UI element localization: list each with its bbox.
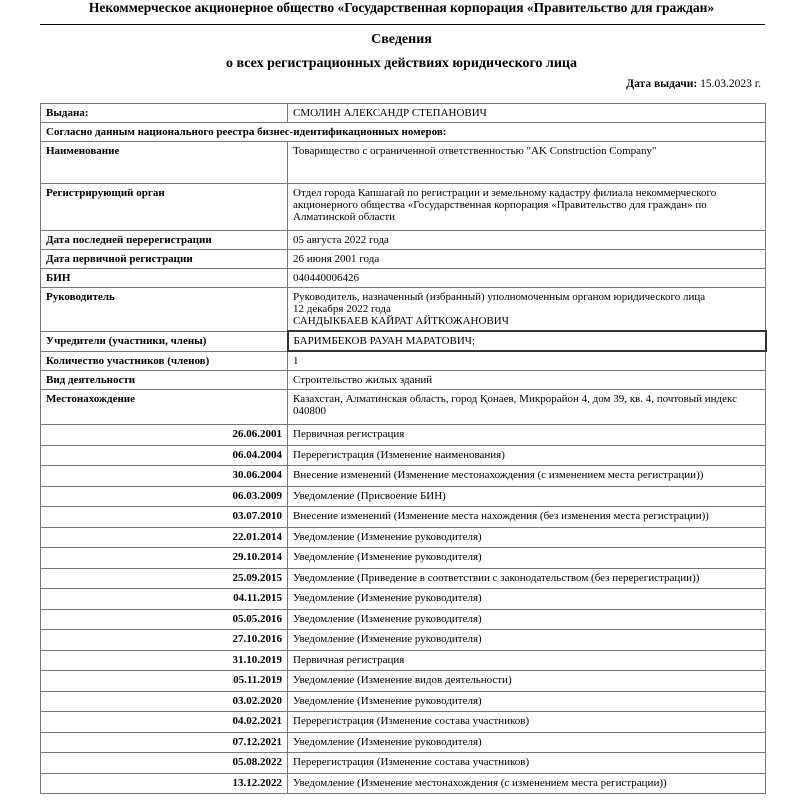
- event-description: Уведомление (Изменение руководителя): [288, 589, 766, 610]
- event-row: [41, 486, 766, 507]
- event-row: [41, 630, 766, 651]
- event-description: Уведомление (Изменение руководителя): [288, 527, 766, 548]
- event-date: 13.12.2022: [41, 773, 288, 794]
- location-row: [41, 390, 766, 425]
- name-label: Наименование: [41, 142, 288, 184]
- first-reg-row: [41, 250, 766, 269]
- reg-body-row: [41, 184, 766, 231]
- event-row: [41, 466, 766, 487]
- registry-note: Согласно данным национального реестра бизнес-идентификационных номеров:: [41, 123, 766, 142]
- last-rereg-label: Дата последней перерегистрации: [41, 231, 288, 250]
- members-count-label: Количество участников (членов): [41, 351, 288, 371]
- founders-value: БАРИМБЕКОВ РАУАН МАРАТОВИЧ;: [288, 331, 766, 351]
- event-description: Первичная регистрация: [288, 650, 766, 671]
- event-row: [41, 445, 766, 466]
- issued-row: [41, 104, 766, 123]
- event-row: [41, 527, 766, 548]
- event-description: Уведомление (Изменение руководителя): [288, 548, 766, 569]
- event-date: 06.03.2009: [41, 486, 288, 507]
- document-title: Сведения: [371, 32, 432, 47]
- first-reg-value: 26 июня 2001 года: [288, 250, 766, 269]
- event-description: Перерегистрация (Изменение состава участников): [288, 753, 766, 774]
- issue-date-label: Дата выдачи:: [626, 78, 698, 90]
- organization-name: Некоммерческое акционерное общество «Государственная корпорация «Правительство для граждан»: [88, 0, 715, 15]
- event-description: Внесение изменений (Изменение места нахождения (без изменения места регистрации)): [288, 507, 766, 528]
- event-date: 05.11.2019: [41, 671, 288, 692]
- event-description: Уведомление (Изменение видов деятельности): [288, 671, 766, 692]
- head-value: [288, 288, 766, 332]
- event-description: Первичная регистрация: [288, 425, 766, 446]
- event-row: [41, 609, 766, 630]
- issued-value: СМОЛИН АЛЕКСАНДР СТЕПАНОВИЧ: [288, 104, 766, 123]
- event-description: Уведомление (Изменение руководителя): [288, 732, 766, 753]
- bin-value: 040440006426: [288, 269, 766, 288]
- issue-date-value: 15.03.2023 г.: [700, 78, 761, 90]
- event-date: 04.11.2015: [41, 589, 288, 610]
- event-row: [41, 548, 766, 569]
- event-description: Уведомление (Изменение руководителя): [288, 609, 766, 630]
- event-date: 05.08.2022: [41, 753, 288, 774]
- name-value: Товарищество с ограниченной ответственностью "AK Construction Company": [288, 142, 766, 184]
- event-row: [41, 425, 766, 446]
- event-description: Внесение изменений (Изменение местонахождения (с изменением места регистрации)): [288, 466, 766, 487]
- event-row: [41, 568, 766, 589]
- head-label: Руководитель: [41, 288, 288, 332]
- event-row: [41, 712, 766, 733]
- event-date: 26.06.2001: [41, 425, 288, 446]
- event-date: 07.12.2021: [41, 732, 288, 753]
- event-date: 27.10.2016: [41, 630, 288, 651]
- activity-row: [41, 371, 766, 390]
- location-label: Местонахождение: [41, 390, 288, 425]
- name-row: [41, 142, 766, 184]
- event-date: 03.02.2020: [41, 691, 288, 712]
- event-date: 03.07.2010: [41, 507, 288, 528]
- event-row: [41, 650, 766, 671]
- activity-value: Строительство жилых зданий: [288, 371, 766, 390]
- bin-label: БИН: [41, 269, 288, 288]
- event-date: 22.01.2014: [41, 527, 288, 548]
- first-reg-label: Дата первичной регистрации: [41, 250, 288, 269]
- event-row: [41, 507, 766, 528]
- members-count-value: 1: [288, 351, 766, 371]
- event-row: [41, 691, 766, 712]
- registration-table: [40, 103, 767, 794]
- bin-row: [41, 269, 766, 288]
- head-date: 12 декабря 2022 года: [293, 303, 391, 315]
- event-date: 25.09.2015: [41, 568, 288, 589]
- members-count-row: [41, 351, 766, 371]
- event-date: 06.04.2004: [41, 445, 288, 466]
- event-description: Уведомление (Изменение руководителя): [288, 630, 766, 651]
- event-row: [41, 671, 766, 692]
- event-description: Уведомление (Приведение в соответствии с законодательством (без перерегистрации)): [288, 568, 766, 589]
- head-name: САНДЫКБАЕВ КАЙРАТ АЙТКОЖАНОВИЧ: [293, 315, 509, 327]
- head-row: [41, 288, 766, 332]
- event-date: 30.06.2004: [41, 466, 288, 487]
- event-description: Перерегистрация (Изменение состава участников): [288, 712, 766, 733]
- location-value: Казахстан, Алматинская область, город Қонаев, Микрорайон 4, дом 39, кв. 4, почтовый индекс 040800: [288, 390, 766, 425]
- event-description: Уведомление (Изменение руководителя): [288, 691, 766, 712]
- event-description: Уведомление (Изменение местонахождения (с изменением места регистрации)): [288, 773, 766, 794]
- founders-label: Учредители (участники, члены): [41, 331, 288, 351]
- reg-body-label: Регистрирующий орган: [41, 184, 288, 231]
- event-row: [41, 773, 766, 794]
- issued-label: Выдана:: [41, 104, 288, 123]
- founders-row: [41, 331, 766, 351]
- issue-date: [626, 77, 761, 91]
- activity-label: Вид деятельности: [41, 371, 288, 390]
- event-description: Уведомление (Присвоение БИН): [288, 486, 766, 507]
- event-row: [41, 732, 766, 753]
- reg-body-value: Отдел города Капшагай по регистрации и земельному кадастру филиала некоммерческого акционерного общества «Государственная корпорация «Правительство для граждан» по Алматинской области: [288, 184, 766, 231]
- event-date: 29.10.2014: [41, 548, 288, 569]
- head-position: Руководитель, назначенный (избранный) уполномоченным органом юридического лица: [293, 291, 706, 303]
- registry-note-row: [41, 123, 766, 142]
- last-rereg-row: [41, 231, 766, 250]
- last-rereg-value: 05 августа 2022 года: [288, 231, 766, 250]
- event-row: [41, 589, 766, 610]
- event-date: 05.05.2016: [41, 609, 288, 630]
- event-description: Перерегистрация (Изменение наименования): [288, 445, 766, 466]
- event-date: 04.02.2021: [41, 712, 288, 733]
- event-date: 31.10.2019: [41, 650, 288, 671]
- header-divider: [40, 24, 765, 25]
- document-subtitle: о всех регистрационных действиях юридического лица: [226, 56, 577, 71]
- event-row: [41, 753, 766, 774]
